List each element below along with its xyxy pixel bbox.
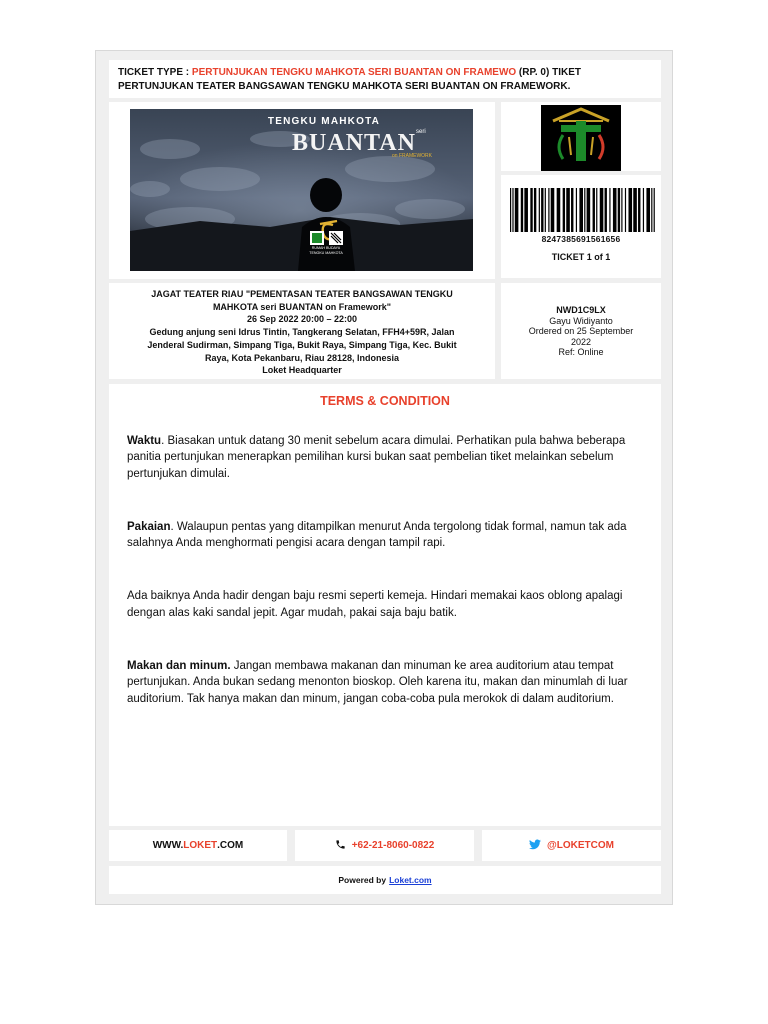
ticket-type-event: PERTUNJUKAN TENGKU MAHKOTA SERI BUANTAN ON FRAMEWO bbox=[191, 67, 517, 78]
phone-number: +62-21-8060-0822 bbox=[351, 840, 435, 851]
terms-heading-time: Waktu bbox=[127, 435, 162, 447]
powered-by-label: Powered by bbox=[338, 875, 387, 885]
terms-paragraph-food bbox=[127, 658, 643, 707]
event-poster-image bbox=[130, 109, 473, 271]
event-title-line-1: JAGAT TEATER RIAU "PEMENTASAN TEATER BANGSAWAN TENGKU bbox=[151, 289, 453, 299]
barcode-number: 8247385691561656 bbox=[541, 234, 621, 244]
terms-title: TERMS & CONDITION bbox=[320, 394, 450, 408]
poster-series: seri bbox=[416, 129, 426, 135]
terms-paragraph-time bbox=[127, 433, 643, 482]
terms-paragraph-attire: Ada baiknya Anda hadir dengan baju resmi seperti kemeja. Hindari memakai kaos oblong apalagi dengan alas kaki sandal jepit. Agar mudah, pakai saja baju batik. bbox=[127, 590, 623, 619]
terms-heading-food: Makan dan minum. bbox=[127, 660, 231, 673]
poster-kicker: TENGKU MAHKOTA bbox=[267, 116, 381, 127]
organizer-logo-box bbox=[501, 102, 661, 171]
terms-paragraph-dress bbox=[127, 519, 643, 552]
order-date-line-2: 2022 bbox=[570, 336, 592, 347]
poster-title: BUANTAN bbox=[292, 130, 416, 156]
website-prefix: WWW. bbox=[152, 840, 184, 851]
footer-website[interactable] bbox=[109, 830, 287, 861]
powered-by-link[interactable]: Loket.com bbox=[389, 875, 432, 885]
footer-twitter[interactable] bbox=[482, 830, 661, 861]
event-venue-line-3: Raya, Kota Pekanbaru, Riau 28128, Indonesia bbox=[204, 352, 400, 363]
ticket-barcode bbox=[510, 188, 656, 232]
website-suffix: .COM bbox=[217, 840, 244, 851]
event-venue-line-1: Gedung anjung seni Idrus Tintin, Tangkerang Selatan, FFH4+59R, Jalan bbox=[149, 327, 455, 338]
ticket-type-price: (RP. 0) TIKET bbox=[516, 67, 581, 78]
poster-box bbox=[109, 102, 495, 279]
event-title-line-2: MAHKOTA seri BUANTAN on Framework" bbox=[212, 301, 392, 312]
organizer-logo bbox=[541, 105, 621, 171]
order-details-box bbox=[501, 283, 661, 379]
event-organizer: Loket Headquarter bbox=[262, 365, 342, 376]
ticket-type-fullname: PERTUNJUKAN TEATER BANGSAWAN TENGKU MAHKOTA SERI BUANTAN ON FRAMEWORK. bbox=[118, 81, 571, 92]
event-venue-line-2: Jenderal Sudirman, Simpang Tiga, Bukit Raya, Simpang Tiga, Kec. Bukit bbox=[147, 339, 457, 350]
footer-phone[interactable] bbox=[295, 830, 474, 861]
phone-icon bbox=[335, 839, 346, 853]
event-details-box bbox=[109, 283, 495, 379]
order-code: NWD1C9LX bbox=[556, 305, 606, 315]
twitter-handle: @LOKETCOM bbox=[547, 840, 614, 851]
twitter-bird-icon bbox=[529, 839, 541, 853]
terms-text-food: Jangan membawa makanan dan minuman ke area auditorium atau tempat pertunjukan. Anda bukan sedang menonton bioskop. Oleh karena itu, makan dan minumlah di luar auditorium. Tak hanya makan dan minum, jangan coba-coba pula merokok di dalam auditorium. bbox=[127, 660, 628, 705]
website-brand: LOKET bbox=[183, 840, 218, 851]
buyer-name: Gayu Widiyanto bbox=[549, 315, 613, 326]
ticket-type-box bbox=[109, 60, 661, 98]
ticket-count: TICKET 1 of 1 bbox=[551, 252, 611, 262]
terms-box bbox=[109, 384, 661, 826]
powered-by-box bbox=[109, 866, 661, 894]
ticket-sheet bbox=[95, 50, 673, 905]
event-datetime: 26 Sep 2022 20:00 – 22:00 bbox=[246, 314, 358, 325]
terms-text-time: . Biasakan untuk datang 30 menit sebelum acara dimulai. Perhatikan pula bahwa beberapa panitia pertunjukan menerapkan pemilihan kursi bukan saat pembelian tiket melainkan sebelum pertunjukan dimulai. bbox=[127, 435, 626, 480]
poster-caption-1: RUMAH BUDAYA bbox=[311, 246, 341, 250]
terms-text-dress: . Walaupun pentas yang ditampilkan menurut Anda tergolong tidak formal, namun tak ada salahnya Anda menghormati pengisi acara dengan tampil rapi. bbox=[127, 520, 627, 550]
poster-caption-2: TENGKU MAHKOTA bbox=[309, 251, 343, 255]
ticket-type-prefix: TICKET TYPE : bbox=[118, 67, 192, 78]
barcode-box bbox=[501, 175, 661, 278]
order-ref: Ref: Online bbox=[558, 347, 604, 357]
poster-subtitle: on FRAMEWORK bbox=[392, 153, 433, 159]
terms-heading-dress: Pakaian bbox=[127, 520, 171, 533]
order-date-line-1: Ordered on 25 September bbox=[528, 326, 634, 336]
